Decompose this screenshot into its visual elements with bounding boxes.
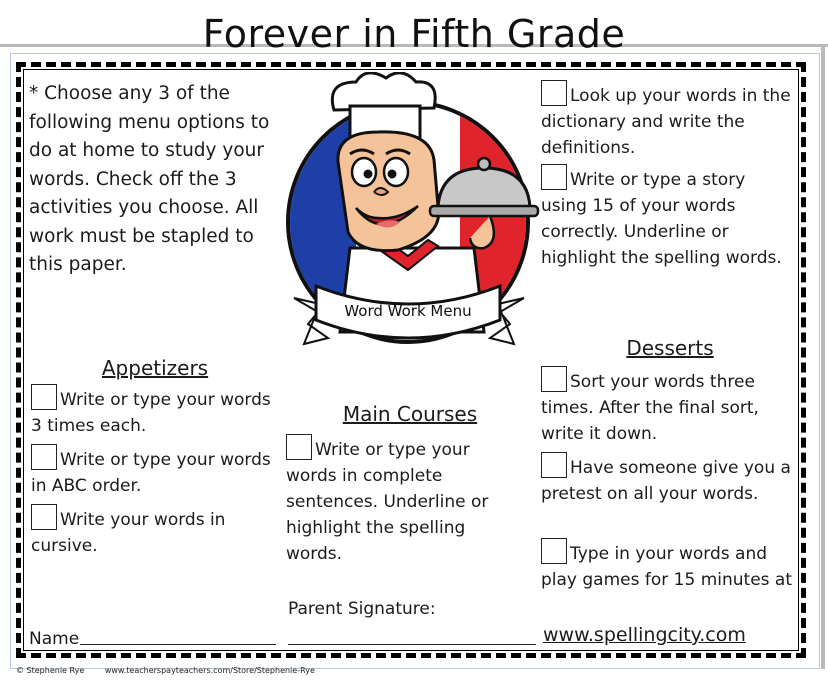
footer-credits — [16, 666, 333, 676]
appetizer-item-2[interactable]: Write or type your words in ABC order. — [31, 444, 271, 499]
store-url: www.teacherspayteachers.com/Store/Stephenie-Rye — [104, 666, 315, 675]
checkbox-icon[interactable] — [541, 80, 567, 106]
story-item[interactable]: Write or type a story using 15 of your words correctly. Underline or highlight the spelling words. — [541, 164, 791, 271]
chef-illustration — [278, 72, 540, 390]
dessert-item-3[interactable]: Type in your words and play games for 15 minutes at — [541, 538, 793, 593]
blog-title: Forever in Fifth Grade — [202, 12, 626, 56]
copyright-text: © Stephenie Rye — [16, 666, 85, 675]
dictionary-item[interactable]: Look up your words in the dictionary and write the definitions. — [541, 80, 791, 161]
page-edge-right — [821, 44, 825, 669]
menu-banner-text: Word Work Menu — [344, 302, 472, 320]
checkbox-icon[interactable] — [286, 434, 312, 460]
checkbox-icon[interactable] — [541, 164, 567, 190]
name-line[interactable] — [80, 644, 276, 645]
appetizer-item-3[interactable]: Write your words in cursive. — [31, 504, 271, 559]
spellingcity-link[interactable]: www.spellingcity.com — [543, 624, 746, 646]
checkbox-icon[interactable] — [31, 384, 57, 410]
main-courses-heading: Main Courses — [342, 402, 478, 426]
signature-line[interactable] — [288, 644, 536, 645]
checkbox-icon[interactable] — [541, 452, 567, 478]
checkbox-icon[interactable] — [541, 366, 567, 392]
dessert-item-2[interactable]: Have someone give you a pretest on all your words. — [541, 452, 793, 507]
checkbox-icon[interactable] — [31, 444, 57, 470]
name-label: Name — [29, 629, 80, 649]
appetizers-heading: Appetizers — [101, 356, 209, 380]
appetizer-item-1[interactable]: Write or type your words 3 times each. — [31, 384, 271, 439]
checkbox-icon[interactable] — [31, 504, 57, 530]
parent-signature-label: Parent Signature: — [288, 599, 436, 619]
checkbox-icon[interactable] — [541, 538, 567, 564]
intro-instructions: * Choose any 3 of the following menu options to do at home to study your words. Check off the 3 activities you choose. All work must be stapled to this paper. — [29, 83, 270, 275]
main-course-item-1[interactable]: Write or type your words in complete sentences. Underline or highlight the spelling words. — [286, 434, 522, 567]
desserts-heading: Desserts — [626, 336, 714, 360]
dessert-item-1[interactable]: Sort your words three times. After the final sort, write it down. — [541, 366, 793, 447]
